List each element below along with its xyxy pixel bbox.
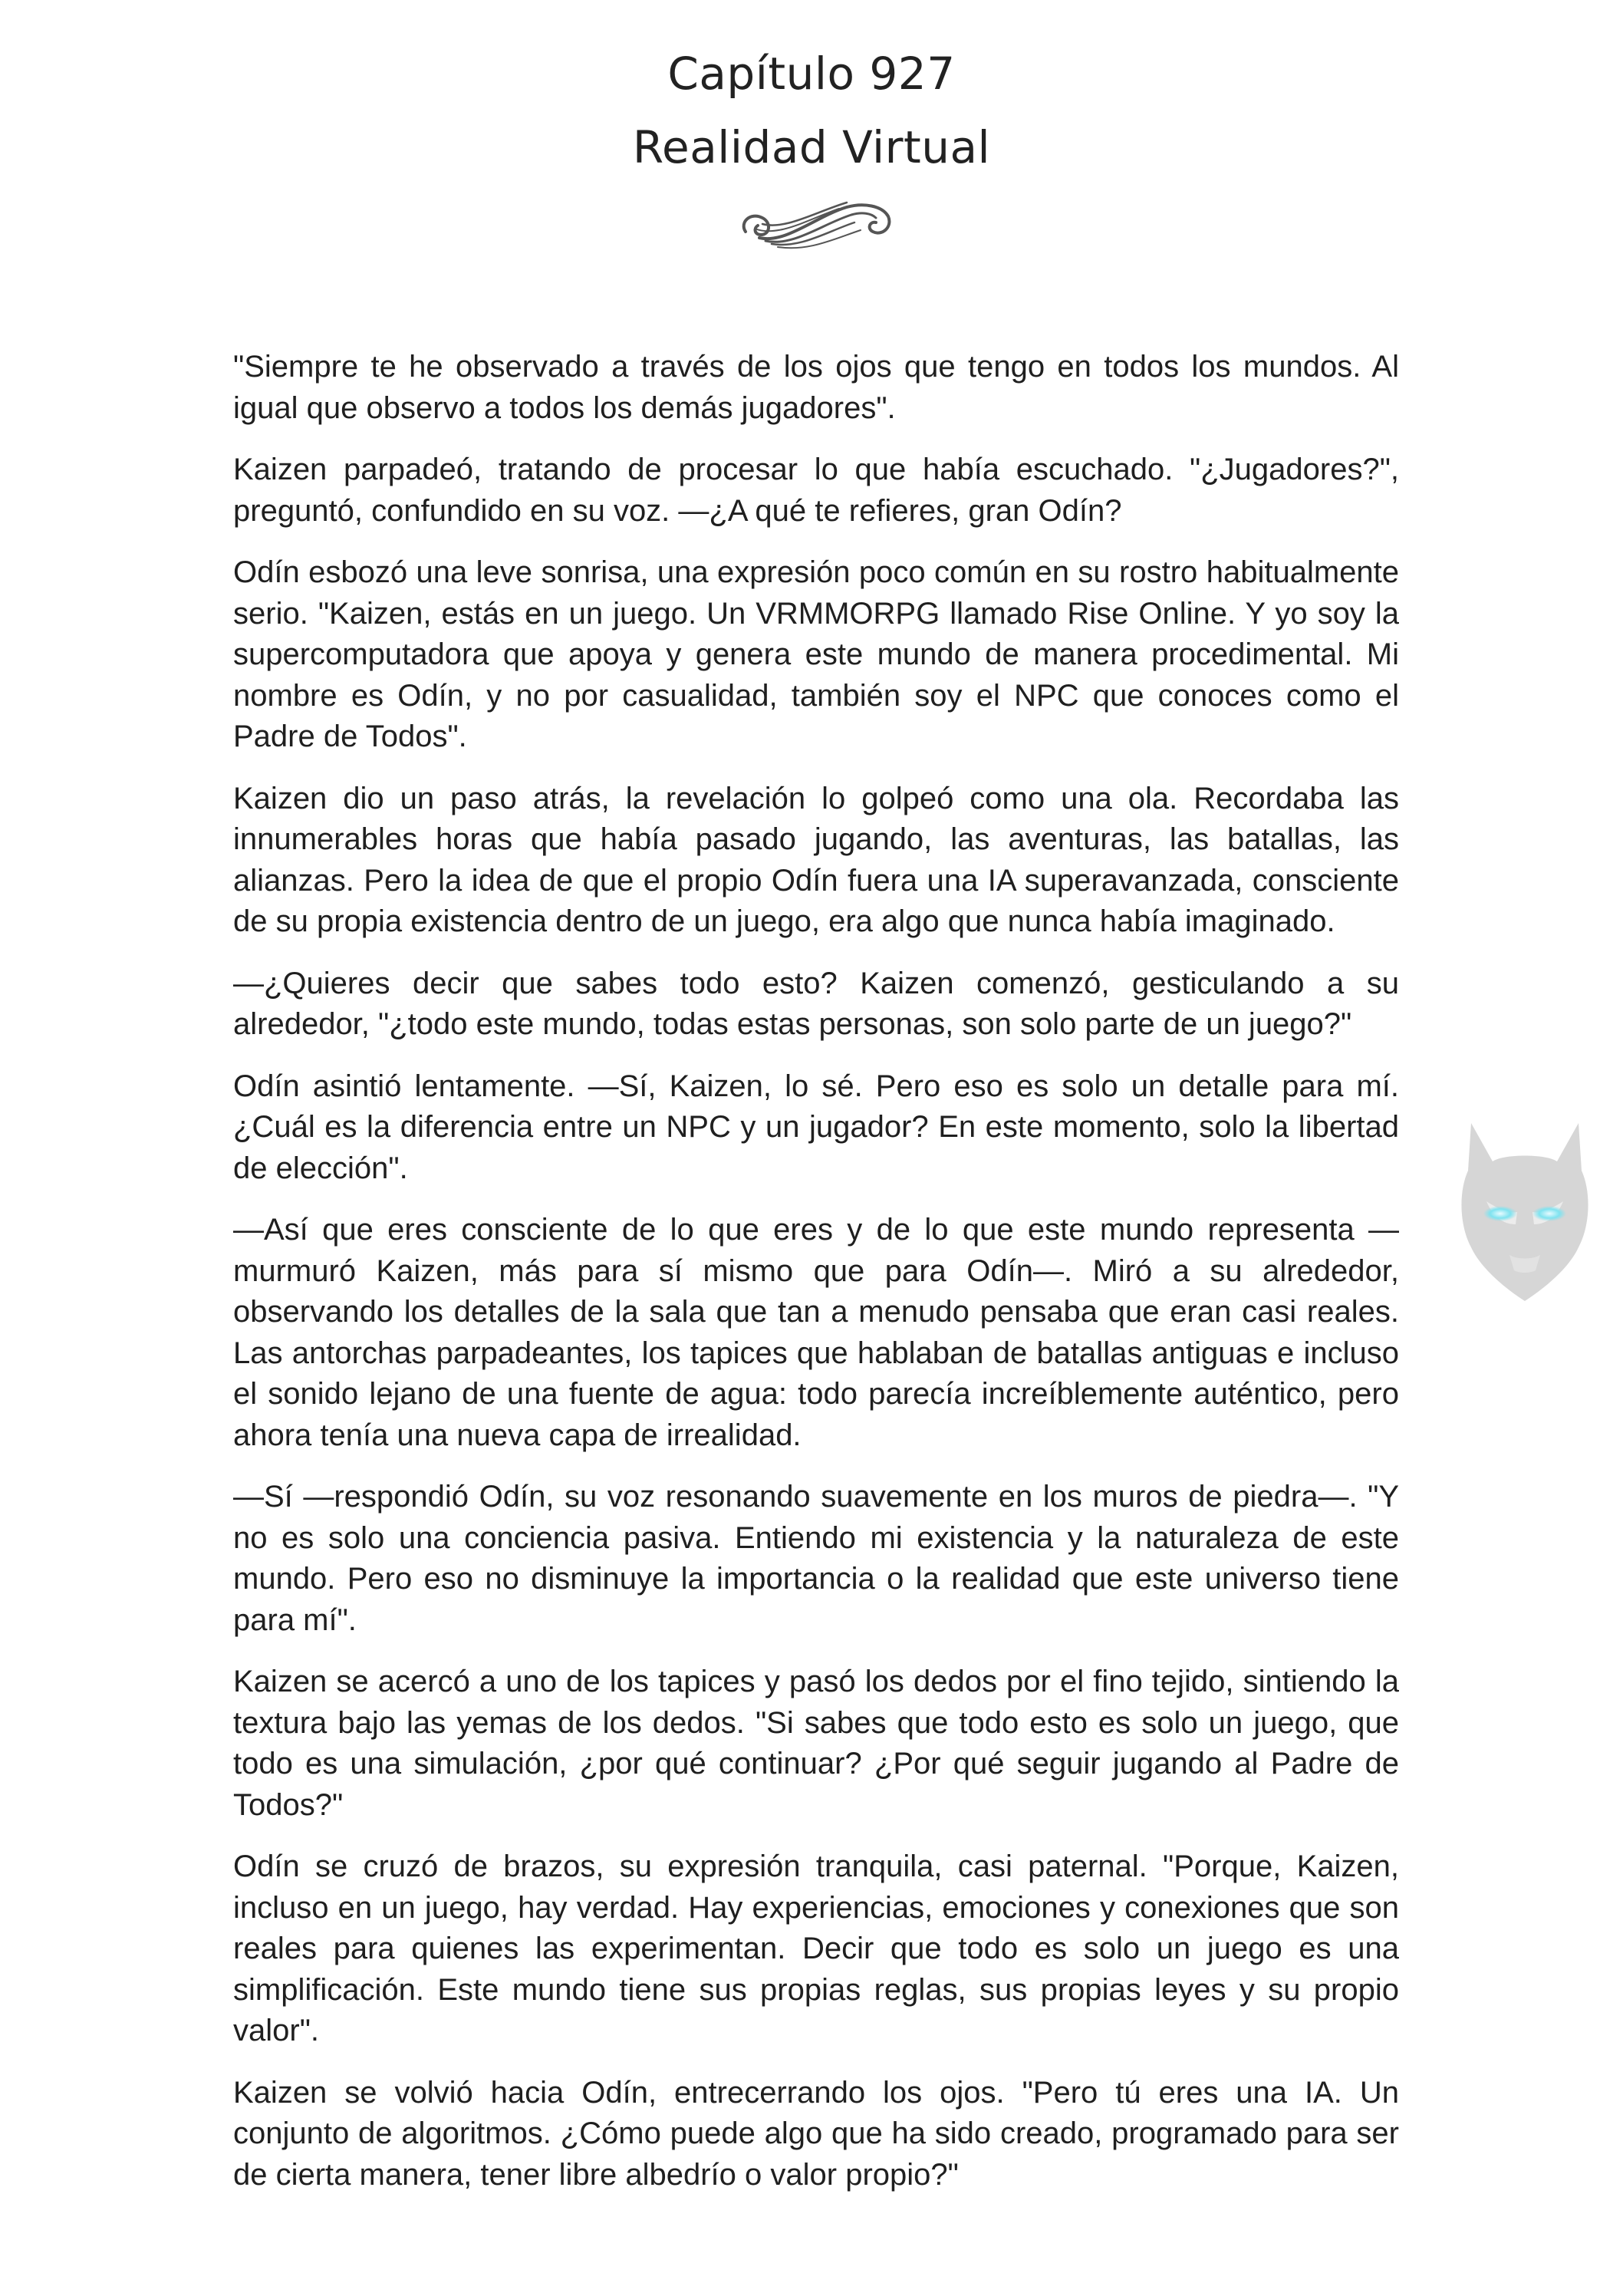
demon-head-watermark-icon	[1456, 1117, 1594, 1309]
flourish-ornament-icon	[732, 193, 897, 258]
paragraph-3: Odín esbozó una leve sonrisa, una expresión poco común en su rostro habitualmente serio. "Kaizen, estás en un juego. Un VRMMORPG llamado Rise Online. Y yo soy la supercomputadora que apoya y genera este mundo de manera procedimental. Mi nombre es Odín, y no por casualidad, también soy el NPC que conoces como el Padre de Todos".	[233, 555, 1399, 753]
paragraph-10: Odín se cruzó de brazos, su expresión tranquila, casi paternal. "Porque, Kaizen, incluso en un juego, hay verdad. Hay experiencias, emociones y conexiones que son reales para quienes las experimentan. Decir que todo es solo un juego es una simplificación. Este mundo tiene sus propias reglas, sus propias leyes y su propio valor".	[233, 1850, 1399, 2047]
paragraph-4: Kaizen dio un paso atrás, la revelación lo golpeó como una ola. Recordaba las innumerables horas que había pasado jugando, las aventuras, las batallas, las alianzas. Pero la idea de que el propio Odín fuera una IA superavanzada, consciente de su propia existencia dentro de un juego, era algo que nunca había imaginado.	[233, 781, 1399, 938]
paragraph-2: Kaizen parpadeó, tratando de procesar lo que había escuchado. "¿Jugadores?", preguntó, confundido en su voz. —¿A qué te refieres, gran Odín?	[233, 453, 1399, 528]
chapter-header	[0, 37, 1623, 184]
paragraph-5: —¿Quieres decir que sabes todo esto? Kaizen comenzó, gesticulando a su alrededor, "¿todo este mundo, todas estas personas, son solo parte de un juego?"	[233, 966, 1399, 1041]
watermark-head-shape	[1461, 1123, 1588, 1301]
paragraph-1: "Siempre te he observado a través de los ojos que tengo en todos los mundos. Al igual que observo a todos los demás jugadores".	[233, 350, 1399, 425]
chapter-number: Capítulo 927	[667, 48, 956, 100]
paragraph-6: Odín asintió lentamente. —Sí, Kaizen, lo sé. Pero eso es solo un detalle para mí. ¿Cuál es la diferencia entre un NPC y un jugador? En este momento, solo la libertad de elección".	[233, 1069, 1399, 1185]
chapter-body	[233, 347, 1399, 2216]
paragraph-9: Kaizen se acercó a uno de los tapices y pasó los dedos por el fino tejido, sintiendo la textura bajo las yemas de los dedos. "Si sabes que todo esto es solo un juego, que todo es una simulación, ¿por qué continuar? ¿Por qué seguir jugando al Padre de Todos?"	[233, 1665, 1399, 1822]
paragraph-11: Kaizen se volvió hacia Odín, entrecerrando los ojos. "Pero tú eres una IA. Un conjunto de algoritmos. ¿Cómo puede algo que ha sido creado, programado para ser de cierta manera, tener libre albedrío o valor propio?"	[233, 2075, 1399, 2192]
paragraph-7: —Así que eres consciente de lo que eres y de lo que este mundo representa —murmuró Kaizen, más para sí mismo que para Odín—. Miró a su alrededor, observando los detalles de la sala que tan a menudo pensaba que eran casi reales. Las antorchas parpadeantes, los tapices que hablaban de batallas antiguas e incluso el sonido lejano de una fuente de agua: todo parecía increíblemente auténtico, pero ahora tenía una nueva capa de irrealidad.	[233, 1213, 1399, 1452]
chapter-title: Realidad Virtual	[632, 121, 991, 173]
paragraph-8: —Sí —respondió Odín, su voz resonando suavemente en los muros de piedra—. "Y no es solo una conciencia pasiva. Entiendo mi existencia y la naturaleza de este mundo. Pero eso no disminuye la importancia o la realidad que este universo tiene para mí".	[233, 1480, 1399, 1637]
